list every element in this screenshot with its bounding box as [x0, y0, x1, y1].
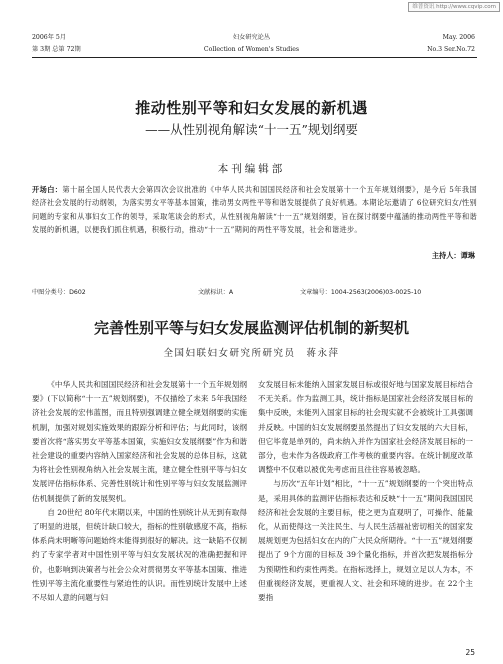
body-paragraph: 自 20世纪 80年代末期以来，中国的性别统计从无到有取得了明显的进展，但统计缺口较大，指标的性别敏感度不高，指标体系尚未明晰等问题始终未能得到很好的解决。这一缺陷不仅制约了专家学者对中国性别平等与妇女发展状况的准确把握和评价，也影响到决策者与社会公众对贯彻男女平等基本国策、推进性别平等主流化重要性与紧迫性的认识。而性别统计发展中上述不尽如人意的问题与妇 [32, 507, 247, 603]
feature-byline: 本刊编辑部 [217, 163, 286, 175]
meta-doc-code: 文献标识：A [198, 289, 234, 296]
header-date-en: May. 2006 [442, 34, 475, 41]
body-column-left [32, 378, 247, 605]
meta-article-no: 文章编号：1004-2563(2006)03-0025-10 [300, 289, 422, 296]
source-watermark: 维普资讯 http://www.cqvip.com [408, 2, 500, 12]
header-issue-en: No.3 Ser.No.72 [427, 46, 475, 53]
header-rule [32, 57, 477, 58]
intro-lead: 开场白： [32, 185, 63, 194]
feature-host: 主持人：谭琳 [431, 251, 475, 260]
article-title: 完善性别平等与妇女发展监测评估机制的新契机 [93, 319, 409, 337]
feature-subtitle: ——从性别视角解读“十一五”规划纲要 [145, 122, 358, 137]
feature-intro [32, 183, 477, 237]
header-journal-cn: 妇女研究论丛 [232, 34, 271, 41]
body-column-right [258, 378, 473, 605]
article-byline: 全国妇联妇女研究所研究员 蒋永萍 [163, 348, 340, 359]
header-journal-en: Collection of Women's Studies [203, 46, 300, 53]
feature-title: 推动性别平等和妇女发展的新机遇 [135, 99, 368, 117]
header-date: 2006年 5月 [32, 34, 67, 41]
intro-text: 第十届全国人民代表大会第四次会议批准的《中华人民共和国国民经济和社会发展第十一个五年规划纲要》，是今后 5年我国经济社会发展的行动纲领，为落实男女平等基本国策，推动男女两性平等和谐发展提供了良好机遇。本期论坛邀请了 6位研究妇女/性别问题的专家和从事妇女工作的领导，采取笔谈会的形式，从性别视角解读“十一五”规划纲要，旨在探讨纲要中蕴涵的推动两性平等和谐发展的新机遇，以便我们抓住机遇，积极行动，推动“十一五”期间的两性平等发展，社会和谐进步。 [32, 185, 477, 235]
meta-clc: 中图分类号：D602 [32, 289, 86, 296]
body-paragraph: 《中华人民共和国国民经济和社会发展第十一个五年规划纲要》(下以简称“十一五”规划纲要)，不仅描绘了未来 5年我国经济社会发展的宏伟蓝图，而且特别强调建立健全规划纲要的实施机制，加强对规划实施效果的跟踪分析和评估；与此同时，该纲要首次将“落实男女平等基本国策，实施妇女发展纲要”作为和谐社会建设的重要内容纳入国家经济和社会发展的总体目标，这就为将社会性别视角纳入社会发展主流，建立健全性别平等与妇女发展评估指标体系、完善性别统计和性别平等与妇女发展监测评估机制提供了新的发展契机。 [32, 380, 247, 503]
header-issue: 第 3期 总第 72期 [32, 46, 81, 53]
body-paragraph: 与历次“五年计划”相比，“十一五”规划纲要的一个突出特点是，采用具体的监测评估指标表达和反映“十一五”期间我国国民经济和社会发展的主要目标，使之更为直观明了，可操作、能量化，从而使得这一关注民生、与人民生活福祉密切相关的国家发展规划更为包括妇女在内的广大民众所期待。“十一五”规划纲要提出了 9个方面的目标及 39个量化指标，并首次把发展指标分为预期性和约束性两类。在指标选择上，规划立足以人为本，不但重视经济发展，更重视人文、社会和环境的进步。在 22个主要指 [258, 479, 473, 603]
body-paragraph: 女发展目标未能纳入国家发展目标或很好地与国家发展目标结合不无关系。作为监测工具，统计指标是国家社会经济发展目标的集中反映，未能列入国家目标的社会现实就不会被统计工具强调并反映。中国的妇女发展纲要虽然提出了妇女发展的六大目标，但它毕竟是单列的，尚未纳入并作为国家社会经济发展目标的一部分，也未作为各级政府工作考核的重要内容。在统计制度改革调整中不仅难以被优先考虑而且往往容易被忽略。 [258, 380, 473, 475]
page-number: 25 [465, 648, 475, 657]
